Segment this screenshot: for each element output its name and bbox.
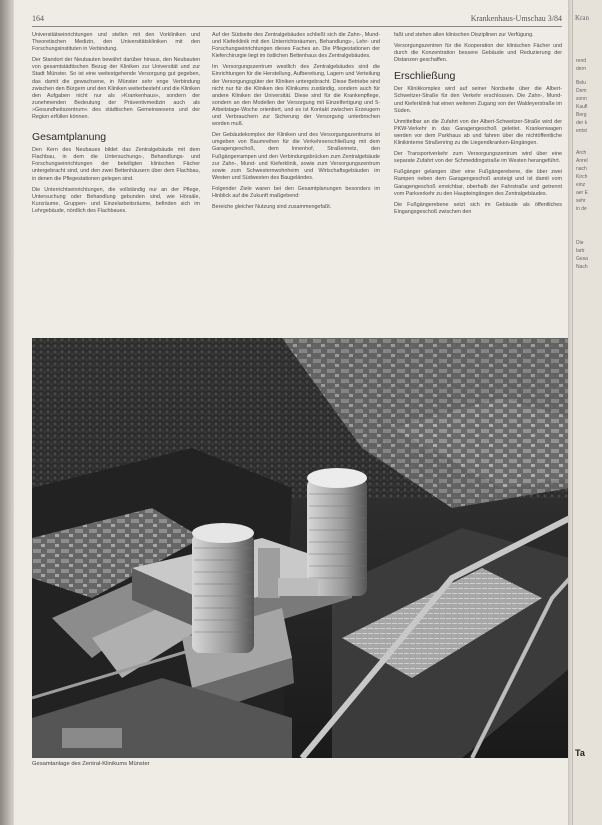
- paragraph: Versorgungszentren für die Kooperation der klinischen Fächer und durch die Konzentration bessere Gebäude und Reduzierung der Distanzen geschaffen.: [394, 43, 562, 64]
- scan-binding-shadow: [0, 0, 14, 825]
- paragraph: Bereiche gleicher Nutzung sind zusammengefaßt.: [212, 204, 332, 211]
- adjacent-page-head: Kran: [575, 14, 589, 22]
- adjacent-line: in de: [576, 206, 587, 212]
- paragraph: Unmittelbar an die Zufahrt von der Albert-Schweitzer-Straße wird der PKW-Verkehr in das Garagengeschoß geleitet. Krankenwagen werden vor dem Parkhaus ab und fahren über die nichtöffentliche Klinikinterne Straßenring zu die Liegendkranken-Eingängen.: [394, 118, 562, 147]
- paragraph: Der Transportverkehr zum Versorgungszentrum wird über eine separate Zufahrt von der Schmeddingstraße im Westen herangeführt.: [394, 151, 562, 165]
- page-number: 164: [32, 14, 44, 23]
- text-column-2: [212, 32, 380, 215]
- adjacent-page-edge: [572, 0, 602, 825]
- paragraph: faßt und stehen allen klinischen Disziplinen zur Verfügung.: [394, 32, 534, 38]
- page-header: [32, 14, 562, 28]
- bed-tower-east: [307, 468, 367, 596]
- aerial-photo-illustration: [32, 338, 570, 758]
- adjacent-line: Kaufl: [576, 104, 588, 110]
- paragraph: Die Unterrichtseinrichtungen, die vollständig nur an der Pflege, Untersuchung oder Behandlung gebunden sind, wie Hörsäle, Kursräume, Gruppen- und Einzelarbeitsräume, befinden sich im Lehrgebäude, nördlich des Flachbaues.: [32, 186, 200, 214]
- bed-tower-west: [192, 523, 254, 653]
- adjacent-line: Dem: [576, 88, 587, 94]
- paragraph: Universitätseinrichtungen und stellen mit den Vorkliniken und Theoretischen Medizin, den Universitätskliniken mit den Forschungsinstituten in Verbindung.: [32, 32, 200, 53]
- adjacent-line: Arch: [576, 150, 587, 156]
- adjacent-line: aer E: [576, 190, 588, 196]
- text-column-1: [32, 32, 200, 219]
- paragraph: Fußgänger gelangen über eine Fußgängerebene, die über zwei Rampen neben dem Garagengeschoß ansteigt und ist damit vom Garagengeschoß erreichbar, oberhalb der Fahrstraße und getrennt vom Parkverkehr zu den Haupteingängen des Zentralgebäudes.: [394, 169, 562, 197]
- adjacent-line: der k: [576, 120, 588, 126]
- paragraph: Auf der Südseite des Zentralgebäudes schließt sich die Zahn-, Mund- und Kieferklinik mit den Unterrichtsräumen, Behandlungs-, Lehr- und Forschungseinrichtungen dieses Faches an. Die Pflegestationen der Kieferchirurgie liegt im östlichen Bettenhaus des Zentralgebäudes.: [212, 32, 380, 60]
- adjacent-line: Gesa: [576, 256, 588, 262]
- adjacent-line: lartr: [576, 248, 585, 254]
- running-head: Krankenhaus-Umschau 3/84: [470, 14, 562, 23]
- adjacent-page-bottom-text: Ta: [575, 748, 585, 758]
- adjacent-line: Nach: [576, 264, 588, 270]
- adjacent-line: dern: [576, 66, 587, 72]
- adjacent-line: Kirch: [576, 174, 588, 180]
- paragraph: Im Versorgungszentrum westlich des Zentralgebäudes sind die Einrichtungen für die Herstellung, Aufbereitung, Lagern und Verteilung der Versorgungsgüter der Kliniken untergebracht. Diese Betriebe sind nicht nur für die Kliniken des Klinikums zuständig, sondern auch für andere Kliniken der Universität. Diese sind für die Krankenpflege, sondern an den Modellen der Versorgung mit Einzelfertigung und 5-Arbeitstage-Woche orientiert, und es ist Kontakt zwischen Erzeugern und Verbrauchern zur Sicherung der Versorgung unterbrochen worden muß.: [212, 64, 380, 128]
- adjacent-line: sehr: [576, 198, 586, 204]
- adjacent-line: einz: [576, 182, 586, 188]
- photo-caption: Gesamtanlage des Zentral-Klinikums Münster: [32, 761, 150, 767]
- paragraph: Der Klinikkomplex wird auf seiner Nordseite über die Albert-Schweitzer-Straße für den Verkehr erschlossen. Die Zahn-, Mund- und Kieferklinik hat einen weiteren Zugang von der Waldeyerstraße im Süden.: [394, 86, 562, 114]
- adjacent-line: Die: [576, 240, 584, 246]
- section-heading-gesamtplanung: Gesamtplanung: [32, 131, 107, 144]
- paragraph: Folgender Ziele waren bei den Gesamtplanungen besonders im Hinblick auf die Zukunft maßgebend:: [212, 185, 380, 199]
- adjacent-line: nach: [576, 166, 587, 172]
- paragraph: Der Gebäudekomplex der Kliniken und des Versorgungszentrums ist umgeben von Baumreihen für die Verkehrserschließung mit dem Garagengeschoß, dem Innenhof, Straßennetz, den Fußgängerrampen und den Verbindungsbrücken zum Zentralgebäude zur Zahn-, Mund- und Kieferklinik, sowie zum Versorgungszentrum sowie zum Schwesternwohnheim und Wirtschaftsgebäuden im Westen und Südwesten des Baugeländes.: [212, 132, 380, 181]
- adjacent-line: Anrel: [576, 158, 588, 164]
- text-column-3: [394, 32, 562, 220]
- adjacent-line: Berg: [576, 112, 587, 118]
- aerial-photo: [32, 338, 570, 758]
- paragraph: Den Kern des Neubaues bildet das Zentralgebäude mit dem Flachbau, in dem die Untersuchungs-, Behandlungs- und Forschungseinrichtungen der beteiligten klinischen Fächer untergebracht sind, und den zwei Bettenhäusern über dem Flachbau, in denen die Pflegestationen gelegen sind.: [32, 147, 200, 182]
- section-heading-erschliessung: Erschließung: [394, 70, 456, 83]
- adjacent-line: sonn: [576, 96, 587, 102]
- adjacent-line: rend: [576, 58, 587, 64]
- paragraph: Die Fußgängerebene setzt sich im Gebäude als öffentliches Eingangsgeschoß zwischen den: [394, 201, 562, 215]
- paragraph: Der Standort der Neubauten bewährt darüber hinaus, den Neubauten von gesamtstädtischen Bezug der Kliniken zur Universität und zur Stadt Münster. So ist eine weitestgehende Versorgung gut gegeben, das damit die gewachsene, in Münster sehr enge Verbindung zwischen den Bürgern und den Kliniken weiterbesteht und die Kliniken den Aufgaben nicht nur als »Krankenhaus«, sondern der zunehmenden Bedeutung der Präventivmedizin auch als »Gesundheitszentrum« des städtischen Gemeinwesens und der Region erfüllen können.: [32, 57, 200, 121]
- document-page: [14, 0, 570, 825]
- adjacent-line: Belu: [576, 80, 587, 86]
- adjacent-line: entst: [576, 128, 587, 134]
- header-rule: [32, 26, 562, 27]
